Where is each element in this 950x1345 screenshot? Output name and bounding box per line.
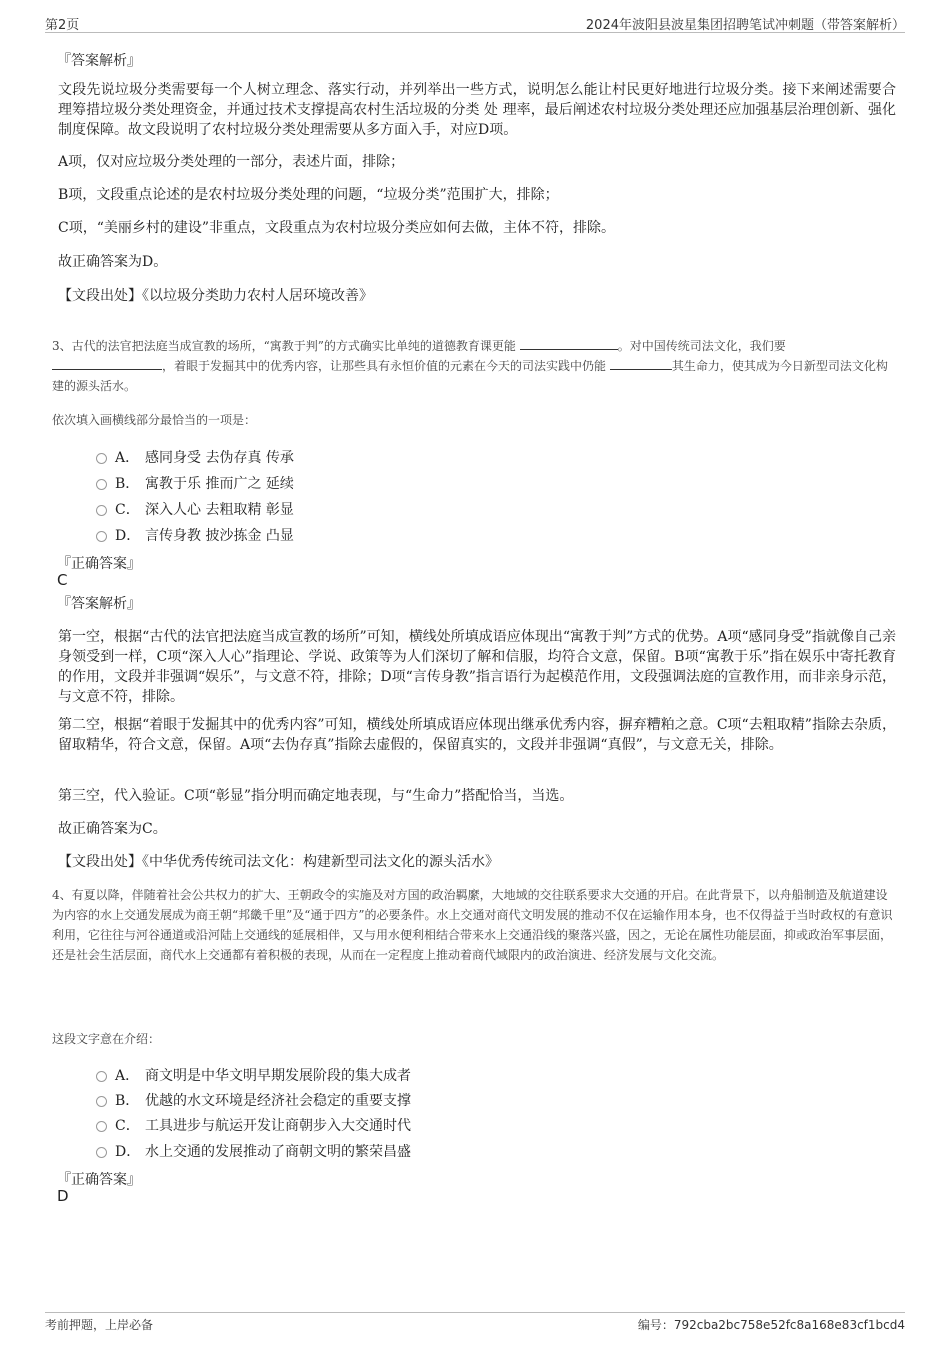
q3-analysis-p3: 第三空，代入验证。C项“彰显”指分明而确定地表现，与“生命力”搭配恰当，当选。 [58, 788, 574, 804]
q3-prompt: 依次填入画横线部分最恰当的一项是： [52, 413, 257, 427]
q2-conclusion: 故正确答案为D。 [58, 254, 168, 270]
q4-option-d-letter: D． [115, 1144, 141, 1160]
q3-stem [52, 336, 898, 396]
q3-analysis-p2: 第二空，根据“着眼于发掘其中的优秀内容”可知，横线处所填成语应体现出继承优秀内容，摒弃糟粕之意。C项“去粗取精”指除去杂质，留取精华，符合文意，保留。A项“去伪存真”指除去虚假的，保留真实的，文段并非强调“真假”，与文意无关，排除。 [58, 717, 896, 753]
q3-stem-part3: ，着眼于发掘其中的优秀内容，让那些具有永恒价值的元素在今天的司法实践中仍能 [162, 359, 607, 373]
q3-option-b[interactable] [96, 473, 294, 493]
radio-icon[interactable] [96, 505, 107, 516]
radio-icon[interactable] [96, 479, 107, 490]
q4-option-a[interactable] [96, 1065, 411, 1085]
q4-stem: 4、有夏以降，伴随着社会公共权力的扩大、王朝政令的实施及对方国的政治羁縻，大地域的交往联系要求大交通的开启。在此背景下，以舟船制造及航道建设为内容的水上交通发展成为商王朝“邦畿千里”及“通于四方”的必要条件。水上交通对商代文明发展的推动不仅在运输作用本身，也不仅得益于当时政权的有意识利用，它往往与河谷通道或沿河陆上交通线的延展相伴，又与用水便利相结合带来水上交通沿线的聚落兴盛，因之，无论在属性功能层面，抑或政治军事层面，还是社会生活层面，商代水上交通都有着积极的表现，从而在一定程度上推动着商代域限内的政治演进、经济发展与文化交流。 [52, 888, 893, 962]
q3-blank-1 [520, 336, 618, 350]
q3-option-d-letter: D． [115, 528, 141, 544]
q3-option-c-letter: C． [115, 502, 140, 518]
q4-option-b-text: 优越的水文环境是经济社会稳定的重要支撑 [145, 1093, 411, 1109]
q3-option-b-text: 寓教于乐 推而广之 延续 [145, 476, 294, 492]
q2-analysis-paragraph: 文段先说垃圾分类需要每一个人树立理念、落实行动，并列举出一些方式，说明怎么能让村民更好地进行垃圾分类。接下来阐述需要合理筹措垃圾分类处理资金，并通过技术支撑提高农村生活垃圾的分类 处 理率，最后阐述农村垃圾分类处理还应加强基层治理创新、强化制度保障。故文段说明了农村垃圾分类处理需要从多方面入手，对应D项。 [58, 82, 896, 138]
page-number: 第2页 [45, 18, 80, 33]
q3-stem-part4: 其生命力，使其成为今日新型司法文化构建的源头活水。 [52, 359, 888, 393]
q3-stem-part1: 3、古代的法官把法庭当成宣教的场所，“寓教于判”的方式确实比单纯的道德教育课更能 [52, 339, 516, 353]
document-title: 2024年波阳县波星集团招聘笔试冲刺题（带答案解析） [585, 18, 905, 33]
q4-option-c-text: 工具进步与航运开发让商朝步入大交通时代 [145, 1118, 411, 1134]
q3-option-d[interactable] [96, 525, 294, 545]
footer-slogan: 考前押题，上岸必备 [45, 1318, 154, 1332]
q3-option-c[interactable] [96, 499, 294, 519]
radio-icon[interactable] [96, 453, 107, 464]
q4-answer-label: 『正确答案』 [57, 1172, 141, 1188]
q4-option-c-letter: C． [115, 1118, 140, 1134]
q3-option-c-text: 深入人心 去粗取精 彰显 [145, 502, 294, 518]
q3-option-d-text: 言传身教 披沙拣金 凸显 [145, 528, 294, 544]
q3-blank-2 [52, 356, 162, 370]
q3-conclusion: 故正确答案为C。 [58, 821, 167, 837]
q2-source: 【文段出处】《以垃圾分类助力农村人居环境改善》 [58, 288, 373, 304]
q2-analysis-option-b: B项，文段重点论述的是农村垃圾分类处理的问题，“垃圾分类”范围扩大，排除； [58, 187, 559, 203]
q3-option-a-letter: A． [115, 450, 140, 466]
q3-source: 【文段出处】《中华优秀传统司法文化：构建新型司法文化的源头活水》 [58, 854, 499, 870]
q4-option-a-text: 商文明是中华文明早期发展阶段的集大成者 [145, 1068, 411, 1084]
q4-option-c[interactable] [96, 1115, 411, 1135]
radio-icon[interactable] [96, 1121, 107, 1132]
document-code: 编号：792cba2bc758e52fc8a168e83cf1bcd4 [637, 1318, 905, 1332]
q2-analysis-option-c: C项，“美丽乡村的建设”非重点，文段重点为农村垃圾分类应如何去做，主体不符，排除。 [58, 220, 616, 236]
q4-option-d[interactable] [96, 1141, 411, 1161]
page-footer [45, 1312, 905, 1333]
q2-analysis-label: 『答案解析』 [57, 53, 141, 69]
q3-option-a[interactable] [96, 447, 294, 467]
q3-analysis-label: 『答案解析』 [57, 596, 141, 612]
q4-prompt: 这段文字意在介绍： [52, 1032, 161, 1046]
q3-answer: C [57, 571, 68, 589]
q4-option-b-letter: B． [115, 1093, 140, 1109]
q3-blank-3 [610, 356, 672, 370]
q3-analysis-p1: 第一空，根据“古代的法官把法庭当成宣教的场所”可知，横线处所填成语应体现出“寓教于判”方式的优势。A项“感同身受”指就像自己亲身领受到一样，C项“深入人心”指理论、学说、政策等为人们深切了解和信服，均符合文意，保留。B项“寓教于乐”指在娱乐中寄托教育的作用，文段并非强调“娱乐”，与文意不符，排除；D项“言传身教”指言语行为起模范作用，文段强调法庭的宣教作用，而非亲身示范，与文意不符，排除。 [58, 629, 896, 705]
radio-icon[interactable] [96, 1147, 107, 1158]
radio-icon[interactable] [96, 1096, 107, 1107]
q2-analysis-option-a: A项，仅对应垃圾分类处理的一部分，表述片面，排除； [58, 154, 405, 170]
q3-option-b-letter: B． [115, 476, 140, 492]
q4-option-a-letter: A． [115, 1068, 140, 1084]
q4-option-d-text: 水上交通的发展推动了商朝文明的繁荣昌盛 [145, 1144, 411, 1160]
radio-icon[interactable] [96, 1071, 107, 1082]
page-header [45, 12, 905, 33]
radio-icon[interactable] [96, 531, 107, 542]
q4-option-b[interactable] [96, 1090, 411, 1110]
q3-option-a-text: 感同身受 去伪存真 传承 [145, 450, 294, 466]
q3-stem-part2: 。对中国传统司法文化，我们要 [617, 339, 786, 353]
q4-answer: D [57, 1187, 69, 1205]
q3-answer-label: 『正确答案』 [57, 556, 141, 572]
